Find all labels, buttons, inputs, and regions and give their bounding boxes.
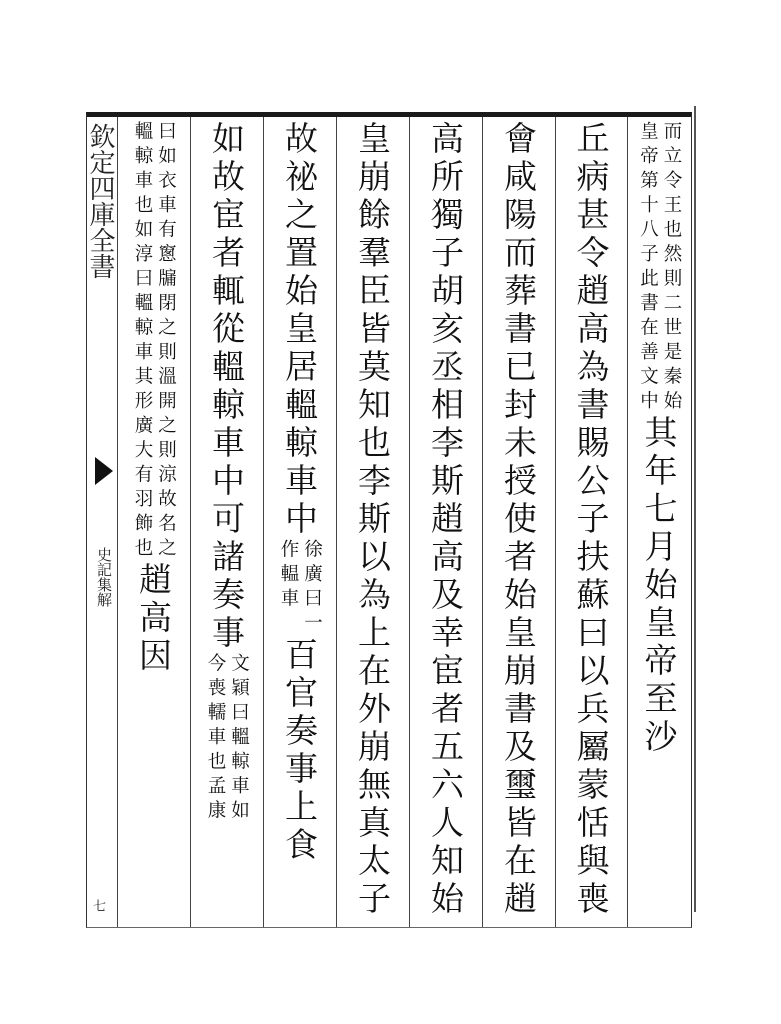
commentary-note	[133, 121, 175, 562]
text-column-4	[409, 121, 482, 923]
book-page	[86, 112, 692, 928]
text-column-7	[190, 121, 263, 923]
commentary-left-line: 轀輬車也如淳曰轀輬車其形廣大有羽飾也	[132, 121, 153, 562]
main-text: 丘病甚令趙高為書賜公子扶蘇曰以兵屬蒙恬與喪	[571, 121, 611, 919]
side-label: 史記集解	[95, 547, 113, 607]
main-text: 趙高因	[134, 562, 173, 676]
text-column-2	[555, 121, 627, 923]
text-column-8	[117, 121, 190, 923]
commentary-note	[206, 653, 248, 825]
commentary-left-line: 今喪轜車也孟康	[205, 653, 226, 825]
book-title: 欽定四庫全書	[85, 123, 115, 279]
main-text: 皇崩餘羣臣皆莫知也李斯以為上在外崩無真太子	[353, 121, 392, 919]
commentary-note	[279, 539, 321, 637]
main-text: 故祕之置始皇居轀輬車中	[280, 121, 319, 539]
main-text: 其年七月始皇帝至沙	[639, 415, 679, 757]
main-text: 會咸陽而葬書已封未授使者始皇崩書及璽皆在趙	[499, 121, 538, 919]
main-text: 百官奏事上食	[280, 637, 319, 865]
text-column-1	[627, 121, 691, 923]
text-column-6	[263, 121, 336, 923]
fishtail-mark	[95, 457, 113, 485]
text-column-5	[336, 121, 409, 923]
commentary-left-line: 皇帝第十八子此書在善文中	[637, 121, 659, 415]
commentary-note	[638, 121, 680, 415]
commentary-left-line: 作輼車	[278, 539, 299, 613]
commentary-right-line: 文穎曰轀輬車如	[228, 653, 250, 825]
page-number: 七	[90, 899, 105, 912]
main-text: 高所獨子胡亥丞相李斯趙高及幸宦者五六人知始	[426, 121, 465, 919]
text-column-3	[482, 121, 555, 923]
commentary-right-line: 曰如衣車有窻牖閉之則溫開之則涼故名之	[155, 121, 177, 562]
commentary-right-line: 而立令王也然則二世是秦始	[661, 121, 682, 415]
main-text: 如故宦者輒從轀輬車中可諸奏事	[207, 121, 246, 653]
commentary-right-line: 徐廣曰一	[301, 539, 323, 637]
